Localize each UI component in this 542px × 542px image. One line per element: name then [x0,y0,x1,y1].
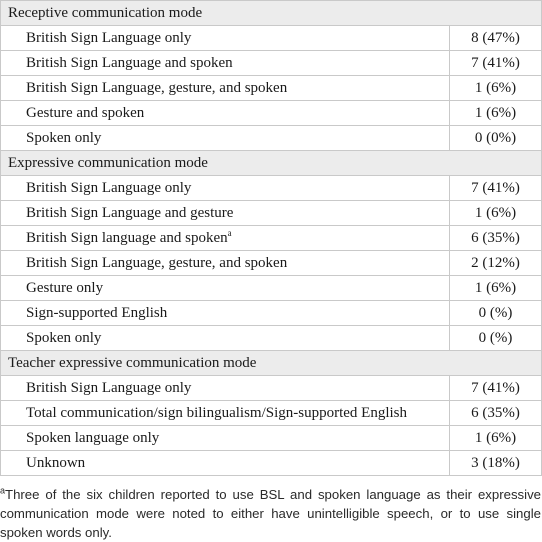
row-value: 7 (41%) [450,376,542,401]
row-label: Gesture only [26,280,104,296]
row-value: 2 (12%) [450,251,542,276]
row-label-cell [1,51,450,76]
row-label: British Sign Language only [26,30,192,46]
row-value: 3 (18%) [450,451,542,476]
row-label: British Sign Language, gesture, and spoken [26,255,288,271]
row-label-cell [1,101,450,126]
row-value: 0 (0%) [450,126,542,151]
table-body [1,1,542,476]
row-label: Total communication/sign bilingualism/Sign-supported English [26,405,408,421]
table-row [1,326,542,351]
row-label-cell [1,26,450,51]
table-row [1,251,542,276]
section-header-row [1,1,542,26]
table-row [1,51,542,76]
row-label: British Sign language and spoken [26,230,228,246]
row-label-cell [1,226,450,251]
table-row [1,376,542,401]
row-label: Sign-supported English [26,305,168,321]
row-label: British Sign Language and gesture [26,205,234,221]
row-label: British Sign Language, gesture, and spoken [26,80,288,96]
row-label: Spoken only [26,130,102,146]
row-value: 8 (47%) [450,26,542,51]
row-label-cell [1,201,450,226]
table-row [1,76,542,101]
table-row [1,126,542,151]
section-header-row [1,151,542,176]
table-row [1,101,542,126]
table-row [1,451,542,476]
row-label: Gesture and spoken [26,105,145,121]
row-value: 6 (35%) [450,226,542,251]
table-row [1,401,542,426]
section-header-row [1,351,542,376]
table-row [1,226,542,251]
row-label: British Sign Language only [26,180,192,196]
row-label-cell [1,301,450,326]
row-label: Spoken language only [26,430,160,446]
row-label-cell [1,426,450,451]
row-label-cell [1,401,450,426]
row-value: 0 (%) [450,326,542,351]
row-value: 0 (%) [450,301,542,326]
footnote-marker: a [0,485,6,496]
table-row [1,176,542,201]
row-label-cell [1,376,450,401]
row-label-cell [1,276,450,301]
row-value: 1 (6%) [450,101,542,126]
row-label: Unknown [26,455,86,471]
row-label: Spoken only [26,330,102,346]
row-value: 7 (41%) [450,176,542,201]
section-title: Expressive communication mode [1,151,542,176]
table-row [1,276,542,301]
row-label: British Sign Language only [26,380,192,396]
row-value: 1 (6%) [450,426,542,451]
table-row [1,426,542,451]
row-value: 7 (41%) [450,51,542,76]
footnote-reference: a [227,228,232,238]
row-label: British Sign Language and spoken [26,55,233,71]
table-row [1,201,542,226]
row-value: 1 (6%) [450,76,542,101]
row-label-cell [1,126,450,151]
table-row [1,26,542,51]
row-value: 1 (6%) [450,276,542,301]
section-title: Receptive communication mode [1,1,542,26]
row-label-cell [1,76,450,101]
row-value: 6 (35%) [450,401,542,426]
row-label-cell [1,451,450,476]
row-label-cell [1,176,450,201]
table-row [1,301,542,326]
row-label-cell [1,326,450,351]
footnote [0,485,541,542]
row-label-cell [1,251,450,276]
footnote-text: Three of the six children reported to use BSL and spoken language as their expressive communication mode were noted to either have unintelligible speech, or to use single spoken words only. [0,487,541,540]
section-title: Teacher expressive communication mode [1,351,542,376]
row-value: 1 (6%) [450,201,542,226]
